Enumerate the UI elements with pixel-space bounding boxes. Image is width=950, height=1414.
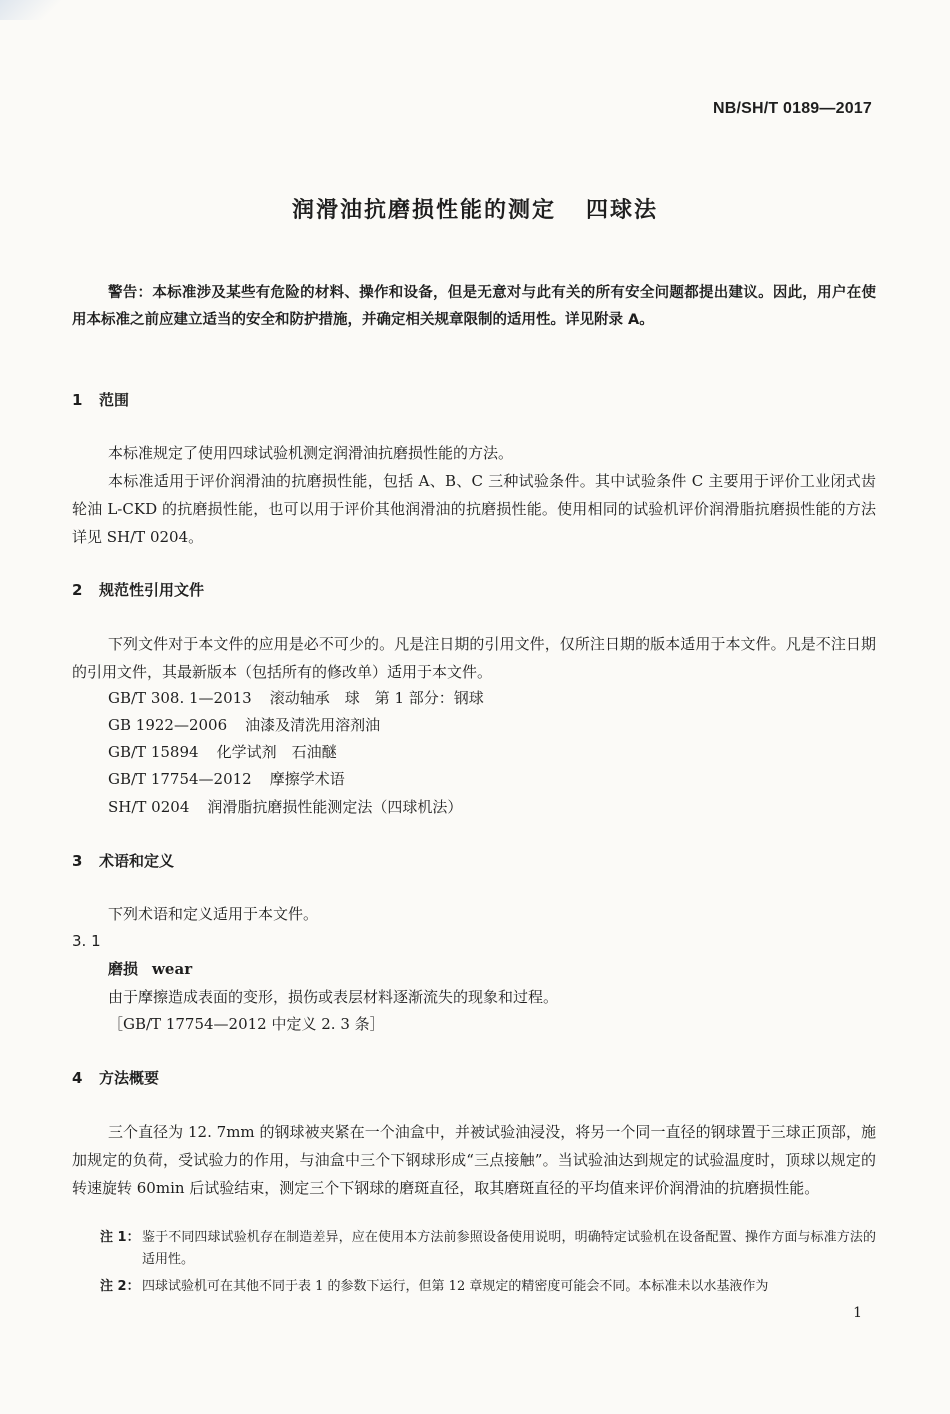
section-2-intro: 下列文件对于本文件的应用是必不可少的。凡是注日期的引用文件，仅所注日期的版本适用于本文件。凡是不注日期的引用文件，其最新版本（包括所有的修改单）适用于本文件。 xyxy=(72,635,876,681)
term-english: wear xyxy=(152,960,193,978)
warning-paragraph: 警告：本标准涉及某些有危险的材料、操作和设备，但是无意对与此有关的所有安全问题都提出建议。因此，用户在使用本标准之前应建立适当的安全和防护措施，并确定相关规章限制的适用性。详见附录 A。 xyxy=(72,285,876,328)
section-4-title: 方法概要 xyxy=(99,1069,160,1087)
section-4-number: 4 xyxy=(72,1069,83,1087)
reference-code: GB 1922—2006 xyxy=(108,716,228,734)
section-3-heading xyxy=(72,850,174,871)
section-1-para-1: 本标准规定了使用四球试验机测定润滑油抗磨损性能的方法。 xyxy=(108,444,514,462)
note-text: 鉴于不同四球试验机存在制造差异，应在使用本方法前参照设备使用说明，明确特定试验机在设备配置、操作方面与标准方法的适用性。 xyxy=(142,1230,876,1267)
reference-name: 摩擦学术语 xyxy=(269,770,345,788)
reference-item xyxy=(108,684,484,712)
note-label: 注 1： xyxy=(100,1230,140,1245)
reference-name: 油漆及清洗用溶剂油 xyxy=(245,716,381,734)
term-number: 3. 1 xyxy=(72,932,101,950)
reference-item xyxy=(108,738,337,766)
reference-item xyxy=(108,793,462,821)
note-label: 注 2： xyxy=(100,1279,140,1294)
page-number: 1 xyxy=(853,1305,862,1321)
section-1-title: 范围 xyxy=(99,391,130,409)
note-2 xyxy=(100,1276,876,1298)
scan-artifact xyxy=(0,0,70,20)
standard-code: NB/SH/T 0189—2017 xyxy=(712,100,872,117)
term-chinese: 磨损 xyxy=(108,960,139,978)
section-1-heading xyxy=(72,389,129,410)
reference-code: SH/T 0204 xyxy=(108,798,190,816)
title-main: 润滑油抗磨损性能的测定 xyxy=(291,198,556,223)
section-1-number: 1 xyxy=(72,391,83,409)
note-text: 四球试验机可在其他不同于表 1 的参数下运行，但第 12 章规定的精密度可能会不同。本标准未以水基液作为 xyxy=(142,1279,769,1294)
reference-name: 润滑脂抗磨损性能测定法（四球机法） xyxy=(207,798,463,816)
term-source: ［GB/T 17754—2012 中定义 2. 3 条］ xyxy=(108,1015,385,1033)
section-3-number: 3 xyxy=(72,852,83,870)
term-heading xyxy=(108,958,192,979)
section-2-title: 规范性引用文件 xyxy=(99,581,205,599)
page-title xyxy=(0,193,950,224)
note-1 xyxy=(100,1227,876,1271)
section-3-title: 术语和定义 xyxy=(99,852,175,870)
reference-code: GB/T 308. 1—2013 xyxy=(108,689,252,707)
reference-name: 化学试剂 石油醚 xyxy=(216,743,337,761)
reference-item xyxy=(108,765,345,793)
section-2-heading xyxy=(72,579,204,600)
section-3-intro: 下列术语和定义适用于本文件。 xyxy=(108,905,319,923)
section-4-para: 三个直径为 12. 7mm 的钢球被夹紧在一个油盒中，并被试验油浸没，将另一个同一直径的钢球置于三球正顶部，施加规定的负荷，受试验力的作用，与油盒中三个下钢球形成“三点接触”。当试验油达到规定的试验温度时，顶球以规定的转速旋转 60min 后试验结束，测定三个下钢球的磨斑直径，取其磨斑直径的平均值来评价润滑油的抗磨损性能。 xyxy=(72,1123,876,1197)
reference-code: GB/T 15894 xyxy=(108,743,199,761)
term-definition: 由于摩擦造成表面的变形，损伤或表层材料逐渐流失的现象和过程。 xyxy=(108,988,559,1006)
reference-item xyxy=(108,711,380,739)
reference-code: GB/T 17754—2012 xyxy=(108,770,252,788)
section-2-number: 2 xyxy=(72,581,83,599)
section-1-para-2: 本标准适用于评价润滑油的抗磨损性能，包括 A、B、C 三种试验条件。其中试验条件 C 主要用于评价工业闭式齿轮油 L-CKD 的抗磨损性能，也可以用于评价其他润滑油的抗磨损性能。使用相同的试验机评价润滑脂抗磨损性能的方法详见 SH/T 0204。 xyxy=(72,472,876,546)
title-method: 四球法 xyxy=(586,198,659,223)
reference-name: 滚动轴承 球 第 1 部分：钢球 xyxy=(269,689,484,707)
section-4-heading xyxy=(72,1067,159,1088)
